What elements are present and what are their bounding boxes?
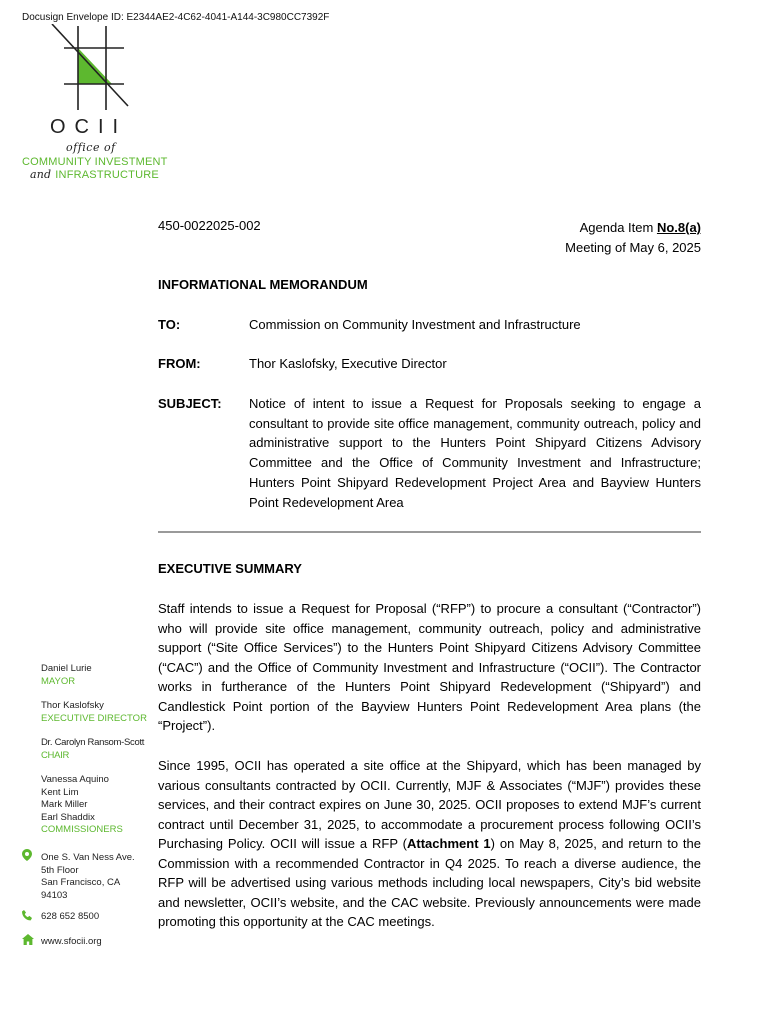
commissioner-name: Mark Miller bbox=[41, 799, 88, 810]
logo-wordmark: OCII bbox=[50, 116, 128, 138]
sidebar-phone: 628 652 8500 bbox=[41, 911, 100, 922]
mayor-name: Daniel Lurie bbox=[41, 663, 92, 674]
chair-name: Dr. Carolyn Ransom-Scott bbox=[41, 737, 145, 748]
meeting-date: Meeting of May 6, 2025 bbox=[565, 240, 701, 255]
address-line: One S. Van Ness Ave. bbox=[41, 852, 135, 863]
logo-line-2 bbox=[30, 168, 159, 181]
location-pin-icon bbox=[22, 849, 32, 861]
home-icon bbox=[22, 934, 34, 945]
summary-paragraph-1: Staff intends to issue a Request for Proposal (“RFP”) to procure a consultant (“Contractor”) who will provide site office management, community outreach, policy and administrative support (“Site Office Services”) to the Hunters Point Shipyard Citizens Advisory Committee (“CAC”) and the Office of Community Investment and Infrastructure (“OCII”). The Contractor works in furtherance of the Hunters Point Shipyard Redevelopment (“Shipyard”) and Candlestick Point portion of the Bayview Hunters Point Redevelopment Area plans (the “Project”). bbox=[158, 601, 701, 733]
logo-green-triangle bbox=[78, 48, 112, 84]
from-label: FROM: bbox=[158, 356, 201, 371]
commissioner-name: Earl Shaddix bbox=[41, 811, 95, 823]
address-line: San Francisco, CA bbox=[41, 877, 121, 888]
commissioner-name: Kent Lim bbox=[41, 786, 79, 798]
phone-icon bbox=[22, 910, 32, 921]
address-line: 94103 bbox=[41, 889, 68, 901]
sidebar-director bbox=[41, 700, 147, 725]
sidebar-mayor bbox=[41, 663, 92, 688]
director-role: EXECUTIVE DIRECTOR bbox=[41, 712, 147, 724]
summary-paragraph-2: Since 1995, OCII has operated a site office at the Shipyard, which has been managed by various consultants contracted by OCII. Currently, MJF & Associates (“MJF”) provides these services, and their contract expires on June 30, 2025. OCII proposes to extend MJF’s current contract until December 31, 2025, to accommodate a procurement process following OCII’s Purchasing Policy. OCII will issue a RFP (Attachment 1) on May 8, 2025, and return to the Commission with a recommended Contractor in Q4 2025. To reach a diverse audience, the RFP will be advertised using various methods including local newspapers, City’s bid website and newsletter, OCII’s website, and the CAC website. Previously announcements were made promoting this opportunity at the CAC meetings. bbox=[158, 758, 701, 929]
commissioners-role: COMMISSIONERS bbox=[41, 824, 123, 835]
sidebar-commissioners bbox=[41, 774, 123, 837]
to-label: TO: bbox=[158, 317, 181, 332]
commissioner-name: Vanessa Aquino bbox=[41, 774, 109, 785]
sidebar-website[interactable]: www.sfocii.org bbox=[41, 936, 102, 947]
director-name: Thor Kaslofsky bbox=[41, 700, 104, 711]
agenda-item-number: No.8(a) bbox=[656, 220, 701, 235]
logo-and: and bbox=[30, 168, 52, 181]
agenda-block bbox=[565, 218, 701, 258]
address-line: 5th Floor bbox=[41, 864, 79, 876]
sidebar-address bbox=[41, 852, 135, 902]
document-number: 450-0022025-002 bbox=[158, 218, 261, 233]
to-value: Commission on Community Investment and Infrastructure bbox=[249, 317, 581, 332]
section-divider bbox=[158, 531, 701, 533]
mayor-role: MAYOR bbox=[41, 675, 76, 687]
subject-value: Notice of intent to issue a Request for Proposals seeking to engage a consultant to provide site office management, community outreach, policy and administrative support to the Hunters Point Shipyard Citizens Advisory Committee and the Office of Community Investment and Infrastructure; Hunters Point Shipyard Redevelopment Project Area and Bayview Hunters Point Redevelopment Area bbox=[249, 396, 701, 510]
attachment-reference: Attachment 1 bbox=[407, 836, 491, 851]
chair-role: CHAIR bbox=[41, 749, 70, 761]
executive-summary-title: EXECUTIVE SUMMARY bbox=[158, 561, 302, 576]
from-value: Thor Kaslofsky, Executive Director bbox=[249, 356, 447, 371]
subject-label: SUBJECT: bbox=[158, 396, 222, 411]
logo-infrastructure: INFRASTRUCTURE bbox=[55, 169, 159, 181]
ocii-logo-mark bbox=[44, 24, 134, 110]
memo-title: INFORMATIONAL MEMORANDUM bbox=[158, 277, 368, 292]
envelope-id: Docusign Envelope ID: E2344AE2-4C62-4041-A144-3C980CC7392F bbox=[22, 12, 330, 23]
sidebar-chair bbox=[41, 737, 144, 762]
agenda-item: Agenda Item No.8(a) bbox=[579, 220, 701, 235]
logo-line-1: COMMUNITY INVESTMENT bbox=[22, 156, 168, 168]
logo-office-of: office of bbox=[66, 141, 116, 154]
